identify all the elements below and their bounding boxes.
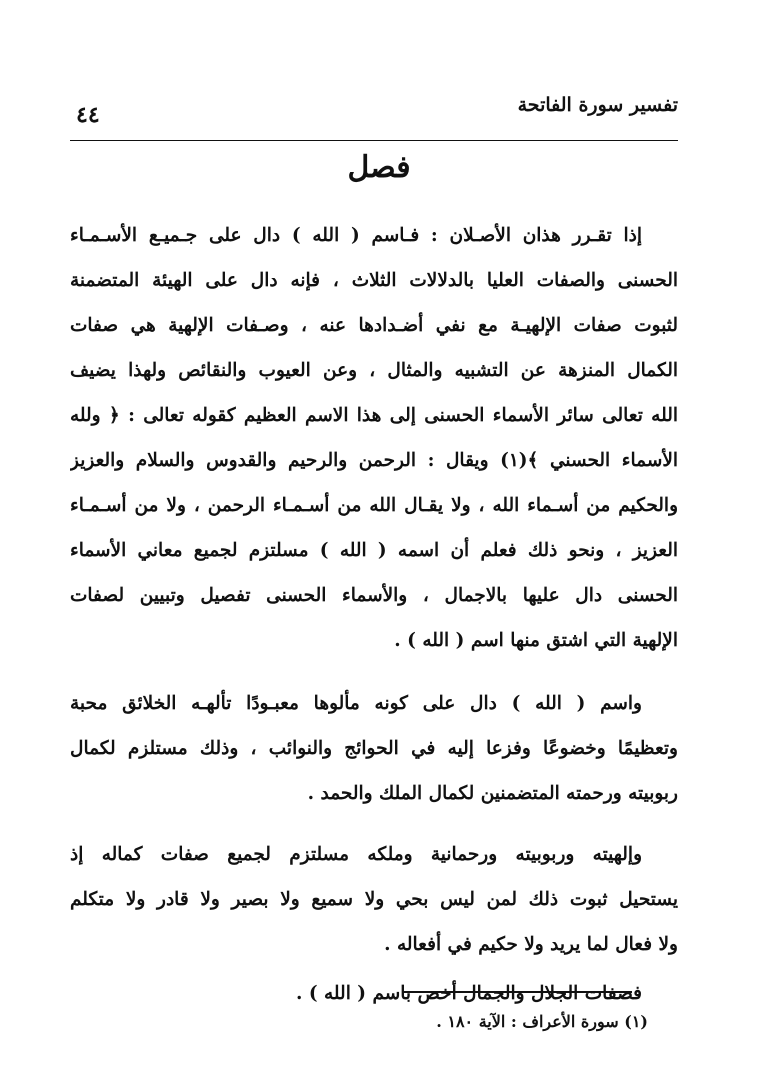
page-number: ٤٤ — [76, 102, 100, 128]
text-line: والحكيم من أسـماء الله ، ولا يقـال الله من أسـمـاء الرحمن ، ولا من أسـمـاء — [70, 495, 678, 516]
text-line: وتعظيمًا وخضوعًا وفزعا إليه في الحوائج والنوائب ، وذلك مستلزم لكمال — [70, 738, 678, 759]
text-line: لثبوت صفات الإلهيـة مع نفي أضـدادها عنه ، وصـفات الإلهية هي صفات — [70, 315, 678, 336]
page-header — [70, 80, 678, 141]
text-line: الإلهية التي اشتق منها اسم ( الله ) . — [394, 630, 678, 651]
text-line: الله تعالى سائر الأسماء الحسنى إلى هذا الاسم العظيم كقوله تعالى : ﴿ ولله — [70, 405, 678, 426]
text-line: فصفات الجلال والجمال أخص باسم ( الله ) . — [295, 983, 642, 1004]
text-line: الكمال المنزهة عن التشبيه والمثال ، وعن العيوب والنقائص ولهذا يضيف — [70, 360, 678, 381]
text-line: وإلهيته وربوبيته ورحمانية وملكه مسلتزم لجميع صفات كماله إذ — [70, 844, 642, 865]
text-line: الأسماء الحسني ﴾(١) ويقال : الرحمن والرحيم والقدوس والسلام والعزيز — [70, 450, 678, 471]
text-line: إذا تقـرر هذان الأصـلان : فـاسم ( الله ) دال على جـميـع الأسـمـاء — [70, 225, 642, 246]
text-line: العزيز ، ونحو ذلك فعلم أن اسمه ( الله ) مسلتزم لجميع معاني الأسماء — [70, 540, 678, 561]
paragraph — [70, 681, 678, 816]
text-line: يستحيل ثبوت ذلك لمن ليس بحي ولا سميع ولا بصير ولا قادر ولا متكلم — [70, 889, 678, 910]
text-line: واسم ( الله ) دال على كونه مألوها معبـودًا تألهـه الخلائق محبة — [70, 693, 642, 714]
text-line: الحسنى والصفات العليا بالدلالات الثلاث ، فإنه دال على الهيئة المتضمنة — [70, 270, 678, 291]
footnote-divider — [402, 991, 632, 993]
text-line: ربوبيته ورحمته المتضمنين لكمال الملك والحمد . — [307, 783, 678, 804]
paragraph — [70, 213, 678, 663]
paragraph — [70, 971, 678, 1016]
body-text — [70, 213, 678, 1016]
section-title: فصل — [347, 150, 411, 185]
running-title: تفسير سورة الفاتحة — [517, 94, 678, 116]
text-line: الحسنى دال عليها بالاجمال ، والأسماء الحسنى تفصيل وتبيين لصفات — [70, 585, 678, 606]
paragraph — [70, 832, 678, 967]
footnote: (١) سورة الأعراف : الآية ١٨٠ . — [436, 1012, 648, 1031]
text-line: ولا فعال لما يريد ولا حكيم في أفعاله . — [384, 934, 678, 955]
